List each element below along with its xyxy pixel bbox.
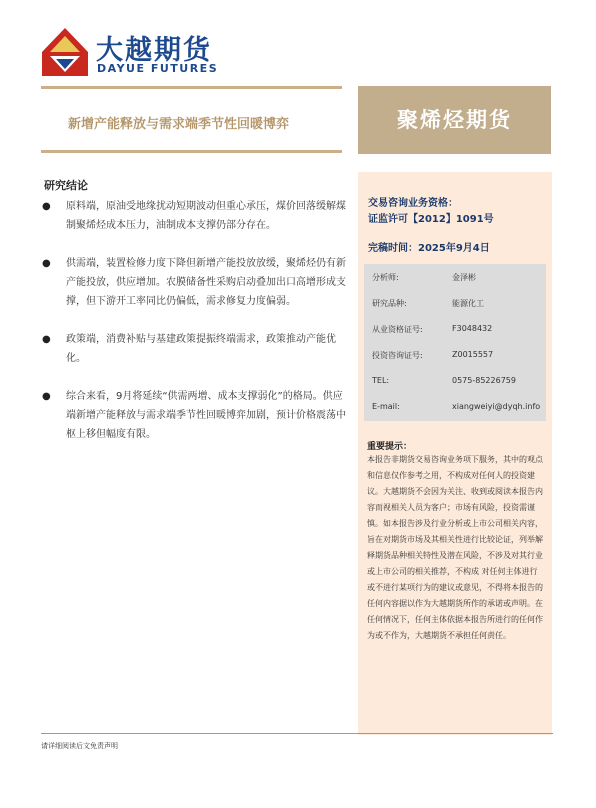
dayue-logo-icon bbox=[40, 26, 90, 78]
completion-time: 完稿时间：2025年9月4日 bbox=[368, 243, 490, 254]
row-value: 金泽彬 bbox=[452, 273, 476, 282]
list-item-text: 原料端，原油受地缘扰动短期波动但重心承压，煤价回落缓解煤制聚烯烃成本压力，油制成本支撑仍部分存在。 bbox=[66, 201, 346, 231]
row-key: TEL: bbox=[372, 376, 390, 385]
bullet-icon: ● bbox=[42, 201, 51, 212]
table-row bbox=[364, 264, 546, 290]
list-item-text: 综合来看，9月将延续“供需两增、成本支撑弱化”的格局。供应端新增产能释放与需求端季节性回暖博弈加剧，预计价格震荡中枢上移但幅度有限。 bbox=[66, 391, 346, 440]
license-number: 证监许可【2012】1091号 bbox=[368, 214, 494, 225]
list-item-text: 政策端，消费补贴与基建政策提振终端需求，政策推动产能优化。 bbox=[66, 334, 336, 364]
product-banner bbox=[358, 86, 551, 154]
notice-body: 本报告非期货交易咨询业务项下服务，其中的观点和信息仅作参考之用，不构成对任何人的投资建议。大越期货不会因为关注、收到或阅读本报告内容而视相关人员为客户；市场有风险，投资需谨慎。如本报告涉及行业分析或上市公司相关内容，旨在对期货市场及其相关性进行比较论证，列举解释期货品种相关特性及潜在风险，不涉及对其行业或上市公司的相关推荐，不构成 对任何主体进行或不进行某项行为的建议或意见，不得将本报告的任何内容据以作为大越期货所作的承诺或声明。在任何情况下，任何主体依据本报告所进行的任何作为或不作为，大越期货不承担任何责任。 bbox=[367, 455, 543, 640]
conclusion-heading: 研究结论 bbox=[44, 179, 88, 192]
report-title: 新增产能释放与需求端季节性回暖博弈 bbox=[68, 117, 290, 132]
row-value: F3048432 bbox=[452, 324, 493, 333]
list-item bbox=[42, 387, 346, 444]
table-row bbox=[364, 316, 546, 342]
product-title: 聚烯烃期货 bbox=[397, 108, 512, 132]
row-value: 0575-85226759 bbox=[452, 376, 516, 385]
title-top-rule bbox=[41, 86, 342, 89]
company-logo bbox=[40, 26, 240, 78]
table-row bbox=[364, 368, 546, 394]
info-sidebar bbox=[358, 172, 552, 735]
row-key: E-mail: bbox=[372, 402, 400, 411]
bullet-icon: ● bbox=[42, 391, 51, 402]
table-row bbox=[364, 394, 546, 420]
row-key: 分析师: bbox=[372, 273, 399, 282]
row-key: 研究品种: bbox=[372, 299, 407, 308]
footer-rule bbox=[41, 733, 553, 734]
table-row bbox=[364, 290, 546, 316]
bullet-icon: ● bbox=[42, 258, 51, 269]
table-row bbox=[364, 342, 546, 368]
list-item bbox=[42, 330, 346, 368]
list-item-text: 供需端，装置检修力度下降但新增产能投放放缓，聚烯烃仍有新产能投放，供应增加。农膜储备性采购启动叠加出口高增形成支撑，但下游开工率同比仍偏低，需求修复力度偏弱。 bbox=[66, 258, 346, 307]
list-item bbox=[42, 197, 346, 235]
row-value: Z0015557 bbox=[452, 350, 494, 359]
analyst-info-table bbox=[364, 264, 546, 421]
row-value: 能源化工 bbox=[452, 299, 484, 308]
row-value[interactable]: xiangweiyi@dyqh.info bbox=[452, 402, 541, 411]
title-bottom-rule bbox=[41, 150, 342, 153]
row-key: 投资咨询证号: bbox=[372, 351, 423, 360]
row-key: 从业资格证号: bbox=[372, 325, 423, 334]
list-item bbox=[42, 254, 346, 311]
notice-title: 重要提示： bbox=[367, 442, 413, 452]
brand-name-en: DAYUE FUTURES bbox=[97, 62, 219, 75]
footer-disclaimer: 请详细阅读后文免责声明 bbox=[41, 742, 118, 750]
conclusion-list bbox=[42, 197, 346, 444]
bullet-icon: ● bbox=[42, 334, 51, 345]
brand-name-cn: 大越期货 bbox=[96, 35, 212, 66]
qualification-title: 交易咨询业务资格： bbox=[368, 198, 458, 209]
